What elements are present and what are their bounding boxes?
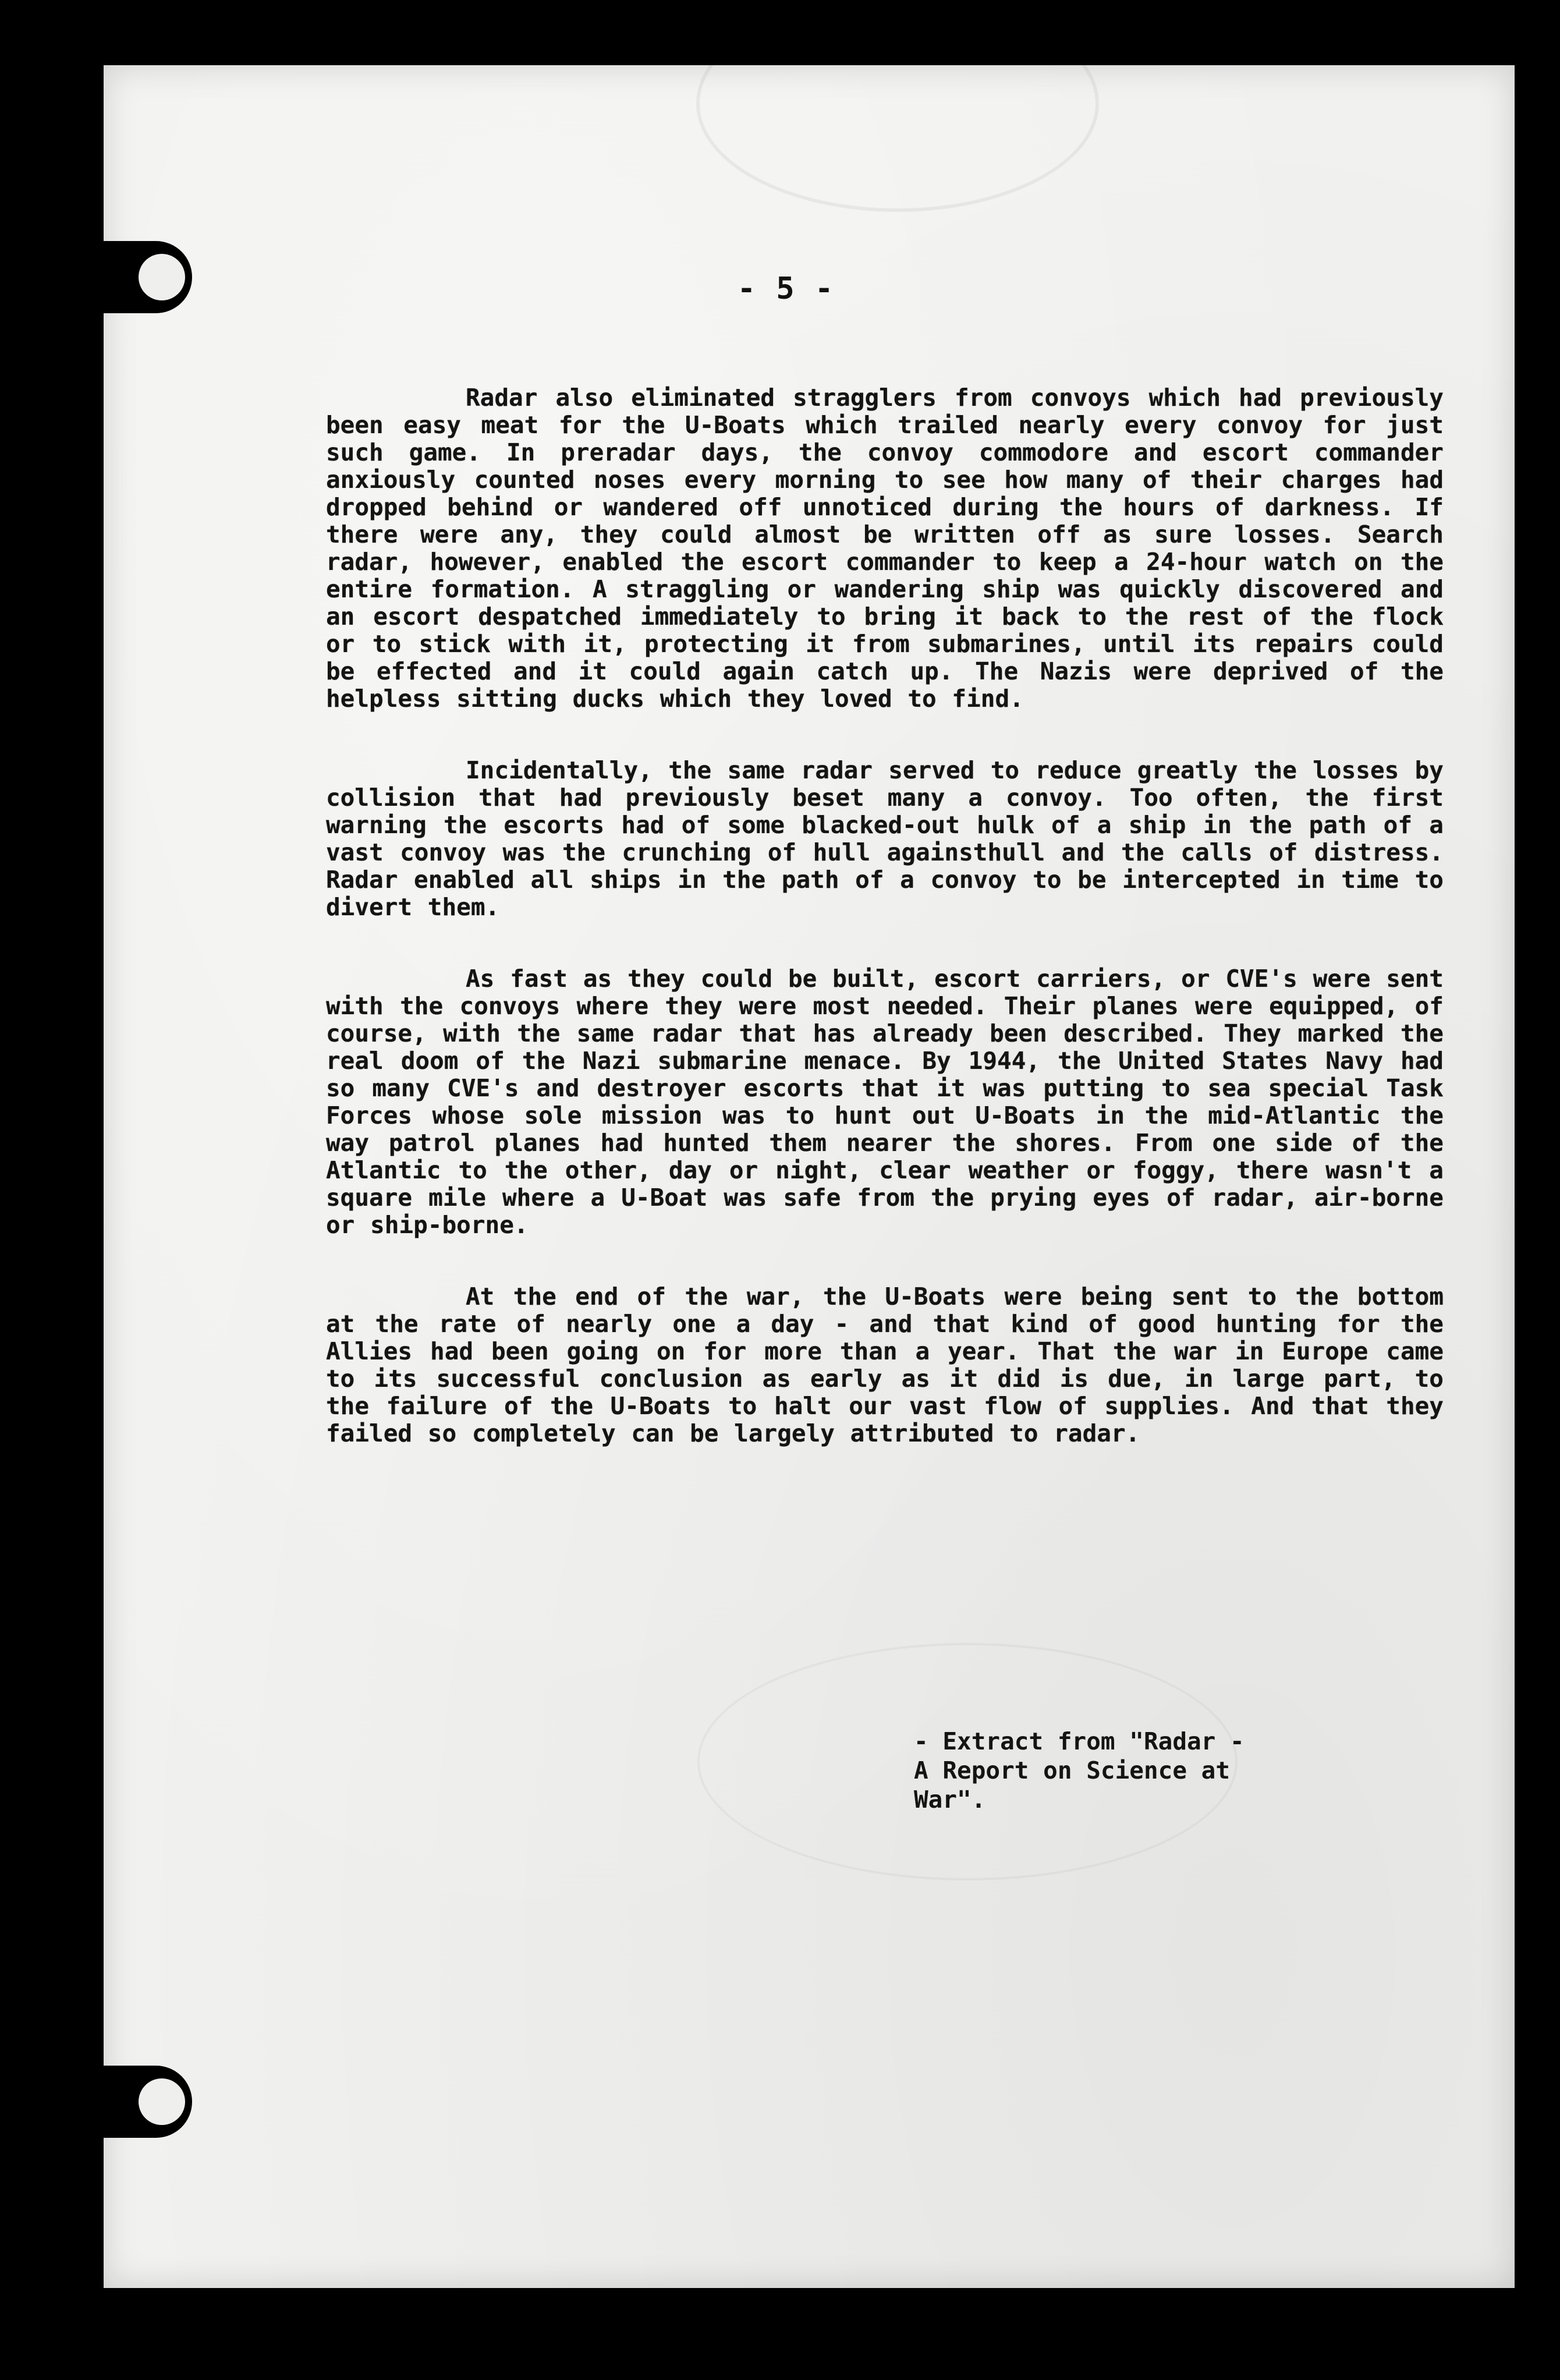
source-attribution: - Extract from "Radar - A Report on Science at War". (914, 1727, 1245, 1814)
paragraph-escort-carriers: As fast as they could be built, escort carriers, or CVE's were sent with the convoys where they were most needed. Their planes were equipped, of course, with the same radar that has already been described. They marked the real doom of the Nazi submarine menace. By 1944, the United States Navy had so many CVE's and destroyer escorts that it was putting to sea special Task Forces whose sole mission was to hunt out U-Boats in the mid-Atlantic the way patrol planes had hunted them nearer the shores. From one side of the Atlantic to the other, day or night, clear weather or foggy, there wasn't a square mile where a U-Boat was safe from the prying eyes of radar, air-borne or ship-borne. (326, 965, 1444, 1239)
body-text (326, 384, 1444, 1492)
paragraph-end-of-war: At the end of the war, the U-Boats were being sent to the bottom at the rate of nearly one a day - and that kind of good hunting for the Allies had been going on for more than a year. That the war in Europe came to its successful conclusion as early as it did is due, in large part, to the failure of the U-Boats to halt our vast flow of supplies. And that they failed so completely can be largely attributed to radar. (326, 1283, 1444, 1447)
punch-hole-top (139, 254, 185, 300)
page-number: - 5 - (737, 271, 835, 306)
paragraph-radar-stragglers: Radar also eliminated stragglers from convoys which had previously been easy meat for the U-Boats which trailed nearly every convoy for just such game. In preradar days, the convoy commodore and escort commander anxiously counted noses every morning to see how many of their charges had dropped behind or wandered off unnoticed during the hours of darkness. If there were any, they could almost be written off as sure losses. Search radar, however, enabled the escort commander to keep a 24-hour watch on the entire formation. A straggling or wandering ship was quickly discovered and an escort despatched immediately to bring it back to the rest of the flock or to stick with it, protecting it from submarines, until its repairs could be effected and it could again catch up. The Nazis were deprived of the helpless sitting ducks which they loved to find. (326, 384, 1444, 713)
paragraph-collision: Incidentally, the same radar served to reduce greatly the losses by collision that had previously beset many a convoy. Too often, the first warning the escorts had of some blacked-out hulk of a ship in the path of a vast convoy was the crunching of hull againsthull and the calls of distress. Radar enabled all ships in the path of a convoy to be intercepted in time to divert them. (326, 756, 1444, 921)
punch-hole-bottom (139, 2078, 185, 2125)
faded-stamp-top (696, 0, 1099, 212)
